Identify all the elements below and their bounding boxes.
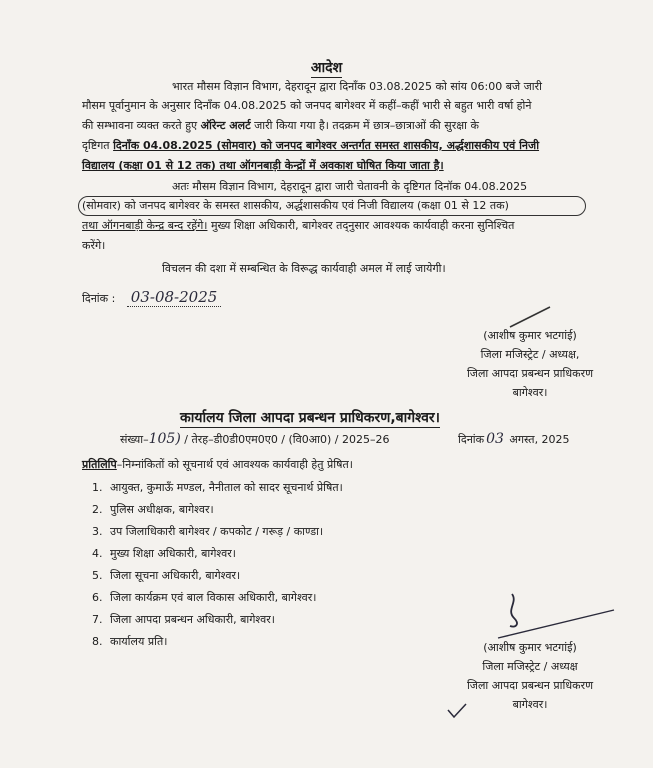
para2-line3: तथा ऑगनबाड़ी केन्द्र बन्द रहेंगे। मुख्य शिक्षा अधिकारी, बागेश्वर तद्नुसार आवश्यक कार्यवाही करना सुनिश्चित <box>82 219 515 232</box>
signatory-name: (आशीष कुमार भटगांई) <box>483 329 577 342</box>
para1-line2: मौसम पूर्वानुमान के अनुसार दिनाँक 04.08.2025 को जनपद बागेश्वर में कहीं–कहीं भारी से बहुत भारी वर्षा होने <box>82 99 532 112</box>
holiday-declaration-text: दिनाँक 04.08.2025 (सोमवार) को जनपद बागेश्वर अन्तर्गत समस्त शासकीय, अर्द्धशासकीय एवं निजी <box>113 139 540 152</box>
orange-alert-text: ऑरेन्ट अलर्ट <box>200 119 251 132</box>
signatory-designation: जिला मजिस्ट्रेट / अध्यक्ष <box>482 660 578 673</box>
list-item: 8. कार्यालय प्रति। <box>92 635 168 648</box>
para1-line4: दृष्टिगत दिनाँक 04.08.2025 (सोमवार) को जनपद बागेश्वर अन्तर्गत समस्त शासकीय, अर्द्धशासकीय एवं निजी <box>82 139 540 152</box>
list-item: 5. जिला सूचना अधिकारी, बागेश्वर। <box>92 569 241 582</box>
handwritten-ref-day: 03 <box>486 431 504 447</box>
reference-number: संख्या–105) / तेरह–डी0डी0एम0ए0 / (वि0आ0) / 2025–26 <box>120 431 390 447</box>
list-item: 4. मुख्य शिक्षा अधिकारी, बागेश्वर। <box>92 547 236 560</box>
copy-heading: प्रतिलिपि <box>82 458 117 471</box>
signatory-designation: जिला मजिस्ट्रेट / अध्यक्ष, <box>480 348 580 361</box>
para2-line1: अतः मौसम विज्ञान विभाग, देहरादून द्वारा जारी चेतावनी के दृष्टिगत दिनॉक 04.08.2025 <box>172 180 528 193</box>
handwritten-ref-number: 105) <box>148 431 181 447</box>
signatory-name: (आशीष कुमार भटगांई) <box>483 641 577 654</box>
para3: विचलन की दशा में सम्बन्धित के विरूद्ध कार्यवाही अमल में लाई जायेगी। <box>162 262 446 275</box>
copy-to-intro: प्रतिलिपि–निम्नांकितों को सूचनार्थ एवं आवश्यक कार्यवाही हेतु प्रेषित। <box>82 458 353 471</box>
list-item: 2. पुलिस अधीक्षक, बागेश्वर। <box>92 503 214 516</box>
list-item: 3. उप जिलाधिकारी बागेश्वर / कपकोट / गरूड़ / काण्डा। <box>92 525 324 538</box>
para2-line2: (सोमवार) को जनपद बागेश्वर के समस्त शासकीय, अर्द्धशासकीय एवं निजी विद्यालय (कक्षा 01 से 12 तक) <box>82 199 509 212</box>
tick-mark <box>446 702 468 720</box>
signatory-place: बागेश्वर। <box>512 386 548 399</box>
signatory-place: बागेश्वर। <box>512 698 548 711</box>
order-heading: आदेश <box>310 60 343 76</box>
office-title: कार्यालय जिला आपदा प्रबन्धन प्राधिकरण,बागेश्वर। <box>180 410 440 426</box>
para1-line3: की सम्भावना व्यक्त करते हुए ऑरेन्ट अलर्ट जारी किया गया है। तदक्रम में छात्र–छात्राओं की सुरक्षा के <box>82 119 479 132</box>
reference-date: दिनांक 03 अगस्त, 2025 <box>458 431 570 447</box>
para1-line5: विद्यालय (कक्षा 01 से 12 तक) तथा ऑगनबाड़ी केन्द्रों में अवकाश घोषित किया जाता है। <box>82 159 444 172</box>
para1-line1: भारत मौसम विज्ञान विभाग, देहरादून द्वारा दिनाँक 03.08.2025 को सांय 06:00 बजे जारी <box>172 80 542 93</box>
list-item: 1. आयुक्त, कुमाऊँ मण्डल, नैनीताल को सादर सूचनार्थ प्रेषित। <box>92 481 343 494</box>
handwritten-date: 03-08-2025 <box>127 288 221 307</box>
para2-line4: करेंगे। <box>82 239 106 252</box>
order-date: दिनांक : 03-08-2025 <box>82 290 221 306</box>
signature-block-1 <box>430 326 630 402</box>
signatory-authority: जिला आपदा प्रबन्धन प्राधिकरण <box>466 367 594 380</box>
signatory-authority: जिला आपदा प्रबन्धन प्राधिकरण <box>466 679 594 692</box>
list-item: 6. जिला कार्यक्रम एवं बाल विकास अधिकारी, बागेश्वर। <box>92 591 317 604</box>
schools-closed-text: तथा ऑगनबाड़ी केन्द्र बन्द रहेंगे। <box>82 219 208 232</box>
list-item: 7. जिला आपदा प्रबन्धन अधिकारी, बागेश्वर। <box>92 613 275 626</box>
